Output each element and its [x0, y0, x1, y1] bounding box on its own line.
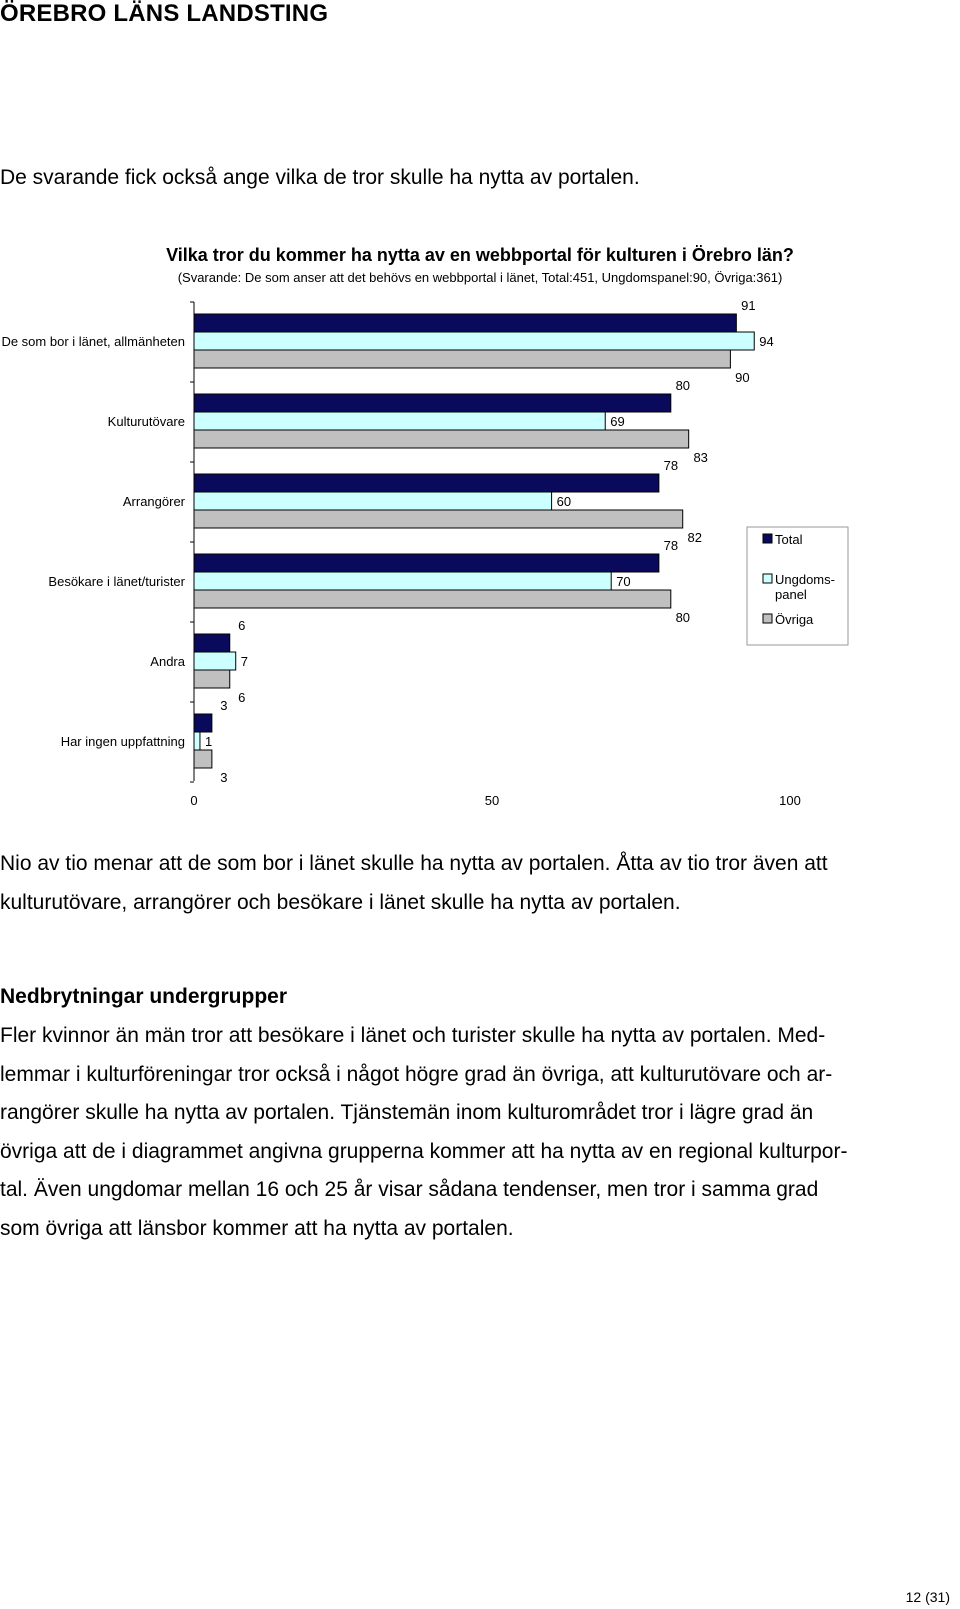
paragraph-line: Fler kvinnor än män tror att besökare i länet och turister skulle ha nytta av portalen. Med-: [0, 1024, 826, 1047]
summary-paragraph: [0, 845, 890, 922]
data-label: 80: [675, 378, 691, 393]
legend-swatch: [763, 574, 772, 583]
bar-0: [194, 554, 659, 572]
page-header-title: ÖREBRO LÄNS LANDSTING: [0, 0, 329, 27]
bar-1: [194, 332, 754, 350]
bar-2: [194, 350, 730, 368]
legend-swatch: [763, 614, 772, 623]
chart-subtitle: (Svarande: De som anser att det behövs en webbportal i länet, Total:451, Ungdomspanel:90, Övriga:361): [177, 270, 783, 285]
bar-1: [194, 732, 200, 750]
bar-1: [194, 652, 236, 670]
legend-swatch: [763, 534, 772, 543]
bar-2: [194, 510, 683, 528]
subgroup-paragraph: [0, 1017, 890, 1248]
bar-2: [194, 590, 671, 608]
bar-2: [194, 670, 230, 688]
data-label: 78: [663, 458, 679, 473]
data-label: 6: [238, 618, 246, 633]
x-tick-label: 50: [484, 793, 500, 808]
legend-label: Övriga: [775, 612, 814, 627]
category-label: De som bor i länet, allmänheten: [1, 334, 185, 349]
bar-1: [194, 412, 605, 430]
legend-label: Ungdoms-: [775, 572, 835, 587]
x-tick-label: 100: [779, 793, 801, 808]
bar-0: [194, 634, 230, 652]
category-label: Har ingen uppfattning: [60, 734, 185, 749]
data-label: 83: [693, 450, 708, 465]
paragraph-line: kulturutövare, arrangörer och besökare i länet skulle ha nytta av portalen.: [0, 890, 681, 914]
x-tick-label: 0: [190, 793, 198, 808]
data-label: 69: [610, 414, 625, 429]
bar-0: [194, 314, 736, 332]
bar-1: [194, 492, 552, 510]
paragraph-line: som övriga att länsbor kommer att ha nytta av portalen.: [0, 1216, 514, 1240]
paragraph-line: rangörer skulle ha nytta av portalen. Tjänstemän inom kulturområdet tror i lägre grad än: [0, 1101, 814, 1124]
data-label: 6: [238, 690, 246, 705]
bar-0: [194, 474, 659, 492]
subheading: Nedbrytningar undergrupper: [0, 985, 288, 1008]
paragraph-line: tal. Även ungdomar mellan 16 och 25 år visar sådana tendenser, men tror i samma grad: [0, 1178, 819, 1201]
bar-0: [194, 394, 671, 412]
chart-title: Vilka tror du kommer ha nytta av en webbportal för kulturen i Örebro län?: [166, 245, 794, 265]
data-label: 94: [759, 334, 774, 349]
page-number: 12 (31): [905, 1589, 950, 1605]
category-label: Kulturutövare: [107, 414, 185, 429]
data-label: 91: [741, 300, 756, 313]
intro-text: De svarande fick också ange vilka de tror skulle ha nytta av portalen.: [0, 166, 640, 189]
data-label: 3: [220, 698, 228, 713]
data-label: 70: [616, 574, 631, 589]
bar-2: [194, 430, 689, 448]
bar-chart: [0, 300, 960, 820]
data-label: 90: [735, 370, 750, 385]
data-label: 3: [220, 770, 228, 785]
paragraph-line: lemmar i kulturföreningar tror också i något högre grad än övriga, att kulturutövare och ar-: [0, 1062, 833, 1086]
bar-2: [194, 750, 212, 768]
legend-label: Total: [775, 532, 803, 547]
bar-0: [194, 714, 212, 732]
data-label: 60: [556, 494, 572, 509]
data-label: 1: [204, 734, 213, 749]
data-label: 7: [240, 654, 248, 669]
legend-label: panel: [775, 587, 807, 602]
data-label: 80: [675, 610, 691, 625]
data-label: 82: [687, 530, 702, 545]
paragraph-line: Nio av tio menar att de som bor i länet skulle ha nytta av portalen. Åtta av tio tror även att: [0, 852, 828, 875]
bar-1: [194, 572, 611, 590]
paragraph-line: övriga att de i diagrammet angivna grupperna kommer att ha nytta av en regional kulturpor-: [0, 1139, 848, 1163]
category-label: Arrangörer: [122, 494, 185, 509]
category-label: Andra: [150, 654, 185, 669]
data-label: 78: [663, 538, 679, 553]
category-label: Besökare i länet/turister: [48, 574, 185, 589]
